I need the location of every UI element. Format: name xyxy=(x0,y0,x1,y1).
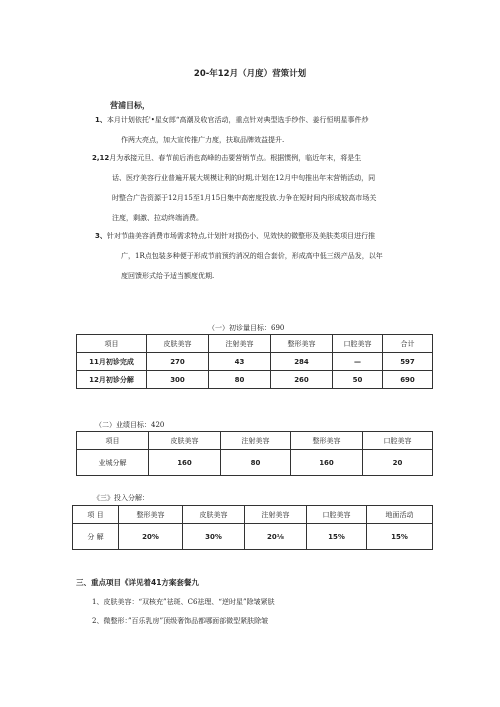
table-row xyxy=(73,524,433,550)
table-cell: 20% xyxy=(119,524,183,550)
item-line: 度回馈形式给予适当额度优期. xyxy=(121,272,215,280)
table-cell: 15% xyxy=(307,524,367,550)
table-header-row xyxy=(73,506,433,524)
table-cell: 12月初诊分解 xyxy=(77,371,147,389)
table-cell: 业城分解 xyxy=(77,450,149,476)
section3-heading xyxy=(76,577,199,588)
table-header: 项目 xyxy=(77,335,147,353)
table-cell: 20 xyxy=(363,450,433,476)
item-number: 1、 xyxy=(95,116,107,124)
table-cell: 80 xyxy=(221,450,291,476)
table-header: 整形美容 xyxy=(119,506,183,524)
table-header: 项 目 xyxy=(73,506,119,524)
table-header-row xyxy=(77,432,433,450)
table-header: 皮肤美容 xyxy=(147,335,209,353)
table1 xyxy=(76,334,433,389)
table-cell: 30% xyxy=(183,524,245,550)
table-cell: — xyxy=(333,353,383,371)
table-row xyxy=(77,353,433,371)
page-title: 20-年12月（月度）营策计划 xyxy=(193,69,307,79)
section-heading: 营浦目标， xyxy=(110,100,150,110)
table-row xyxy=(77,371,433,389)
table-header: 整形美容 xyxy=(291,432,363,450)
item-line: 月为承接元旦、春节前后消也高峰的击要营销节点。根据惯例，临近年末，将是生 xyxy=(109,154,362,162)
table-header: 口腔美容 xyxy=(333,335,383,353)
table-cell: 284 xyxy=(271,353,333,371)
item-line: 注度，剩激、拉动终端消费。 xyxy=(112,214,203,222)
table-header: 地面活动 xyxy=(367,506,433,524)
list-item: 2、微整形：”百乐乳房”顶级奢饰品都哪面部微型紧肤除皱 xyxy=(92,617,269,625)
table-cell: 80 xyxy=(209,371,271,389)
table1-caption: （一）初诊量目标：690 xyxy=(208,324,285,332)
table-cell: 270 xyxy=(147,353,209,371)
table-header: 口腔美容 xyxy=(363,432,433,450)
table2 xyxy=(76,431,433,476)
table-header: 注射美容 xyxy=(245,506,307,524)
table-header: 合计 xyxy=(383,335,433,353)
table-cell: 15% xyxy=(367,524,433,550)
table-cell: 300 xyxy=(147,371,209,389)
list-item xyxy=(92,153,376,224)
table-cell: 260 xyxy=(271,371,333,389)
table-header: 口腔美容 xyxy=(307,506,367,524)
item-line: 作两大亮点，加大宣传推广力度，扶取品牌效益提升. xyxy=(121,136,285,144)
table-header: 项目 xyxy=(77,432,149,450)
item-line: 广，1R点包装多种便于形成节前预约消况的组合套价，形成高中低三级产品发，以年 xyxy=(121,252,383,260)
table-header: 皮肤美容 xyxy=(149,432,221,450)
table-cell: 分 解 xyxy=(73,524,119,550)
list-item xyxy=(95,231,383,282)
item-number: 2,12 xyxy=(92,154,110,162)
table3 xyxy=(72,505,433,550)
table-header: 皮肤美容 xyxy=(183,506,245,524)
table-cell: 160 xyxy=(291,450,363,476)
table-cell: 690 xyxy=(383,371,433,389)
table-cell: 20⅛ xyxy=(245,524,307,550)
table-cell: 597 xyxy=(383,353,433,371)
table-header: 整形美容 xyxy=(271,335,333,353)
list-item xyxy=(95,115,369,146)
table-cell: 160 xyxy=(149,450,221,476)
item-line: 针对节曲美容消费市场需求特点,计划针对损伤小、见效快的微整形及美肤类项目进行推 xyxy=(106,232,376,240)
item-number: 3、 xyxy=(95,232,107,240)
item-line: 时整合广告资源于12月15至1月15日集中高密度投放.力争在短时间内形成较高市场关 xyxy=(112,194,377,202)
item-line: 话、医疗美容行业普遍开展大规模让利的时期,计划在12月中旬推出年末营销活动，同 xyxy=(112,174,376,182)
table-cell: 50 xyxy=(333,371,383,389)
table-header: 注射美容 xyxy=(221,432,291,450)
table-header: 注射美容 xyxy=(209,335,271,353)
table-header-row xyxy=(77,335,433,353)
table-row xyxy=(77,450,433,476)
table-cell: 43 xyxy=(209,353,271,371)
table2-caption: （二）业绩目标：420 xyxy=(95,421,165,429)
list-item: 1、皮肤美容：“双核充”祛斑、C6祛理、“逆时星”除皱紧肤 xyxy=(92,598,275,606)
table3-caption: 《三》投入分解： xyxy=(93,494,149,502)
section3-heading-text: 三、重点项目《详见着41方案套餐九 xyxy=(76,578,199,587)
table-cell: 11月初诊完成 xyxy=(77,353,147,371)
item-line: 本月计划依托'•星女郎“高潮及收官活动，重点针对典型选手纱作、姜行恒明星事件炒 xyxy=(106,116,369,124)
